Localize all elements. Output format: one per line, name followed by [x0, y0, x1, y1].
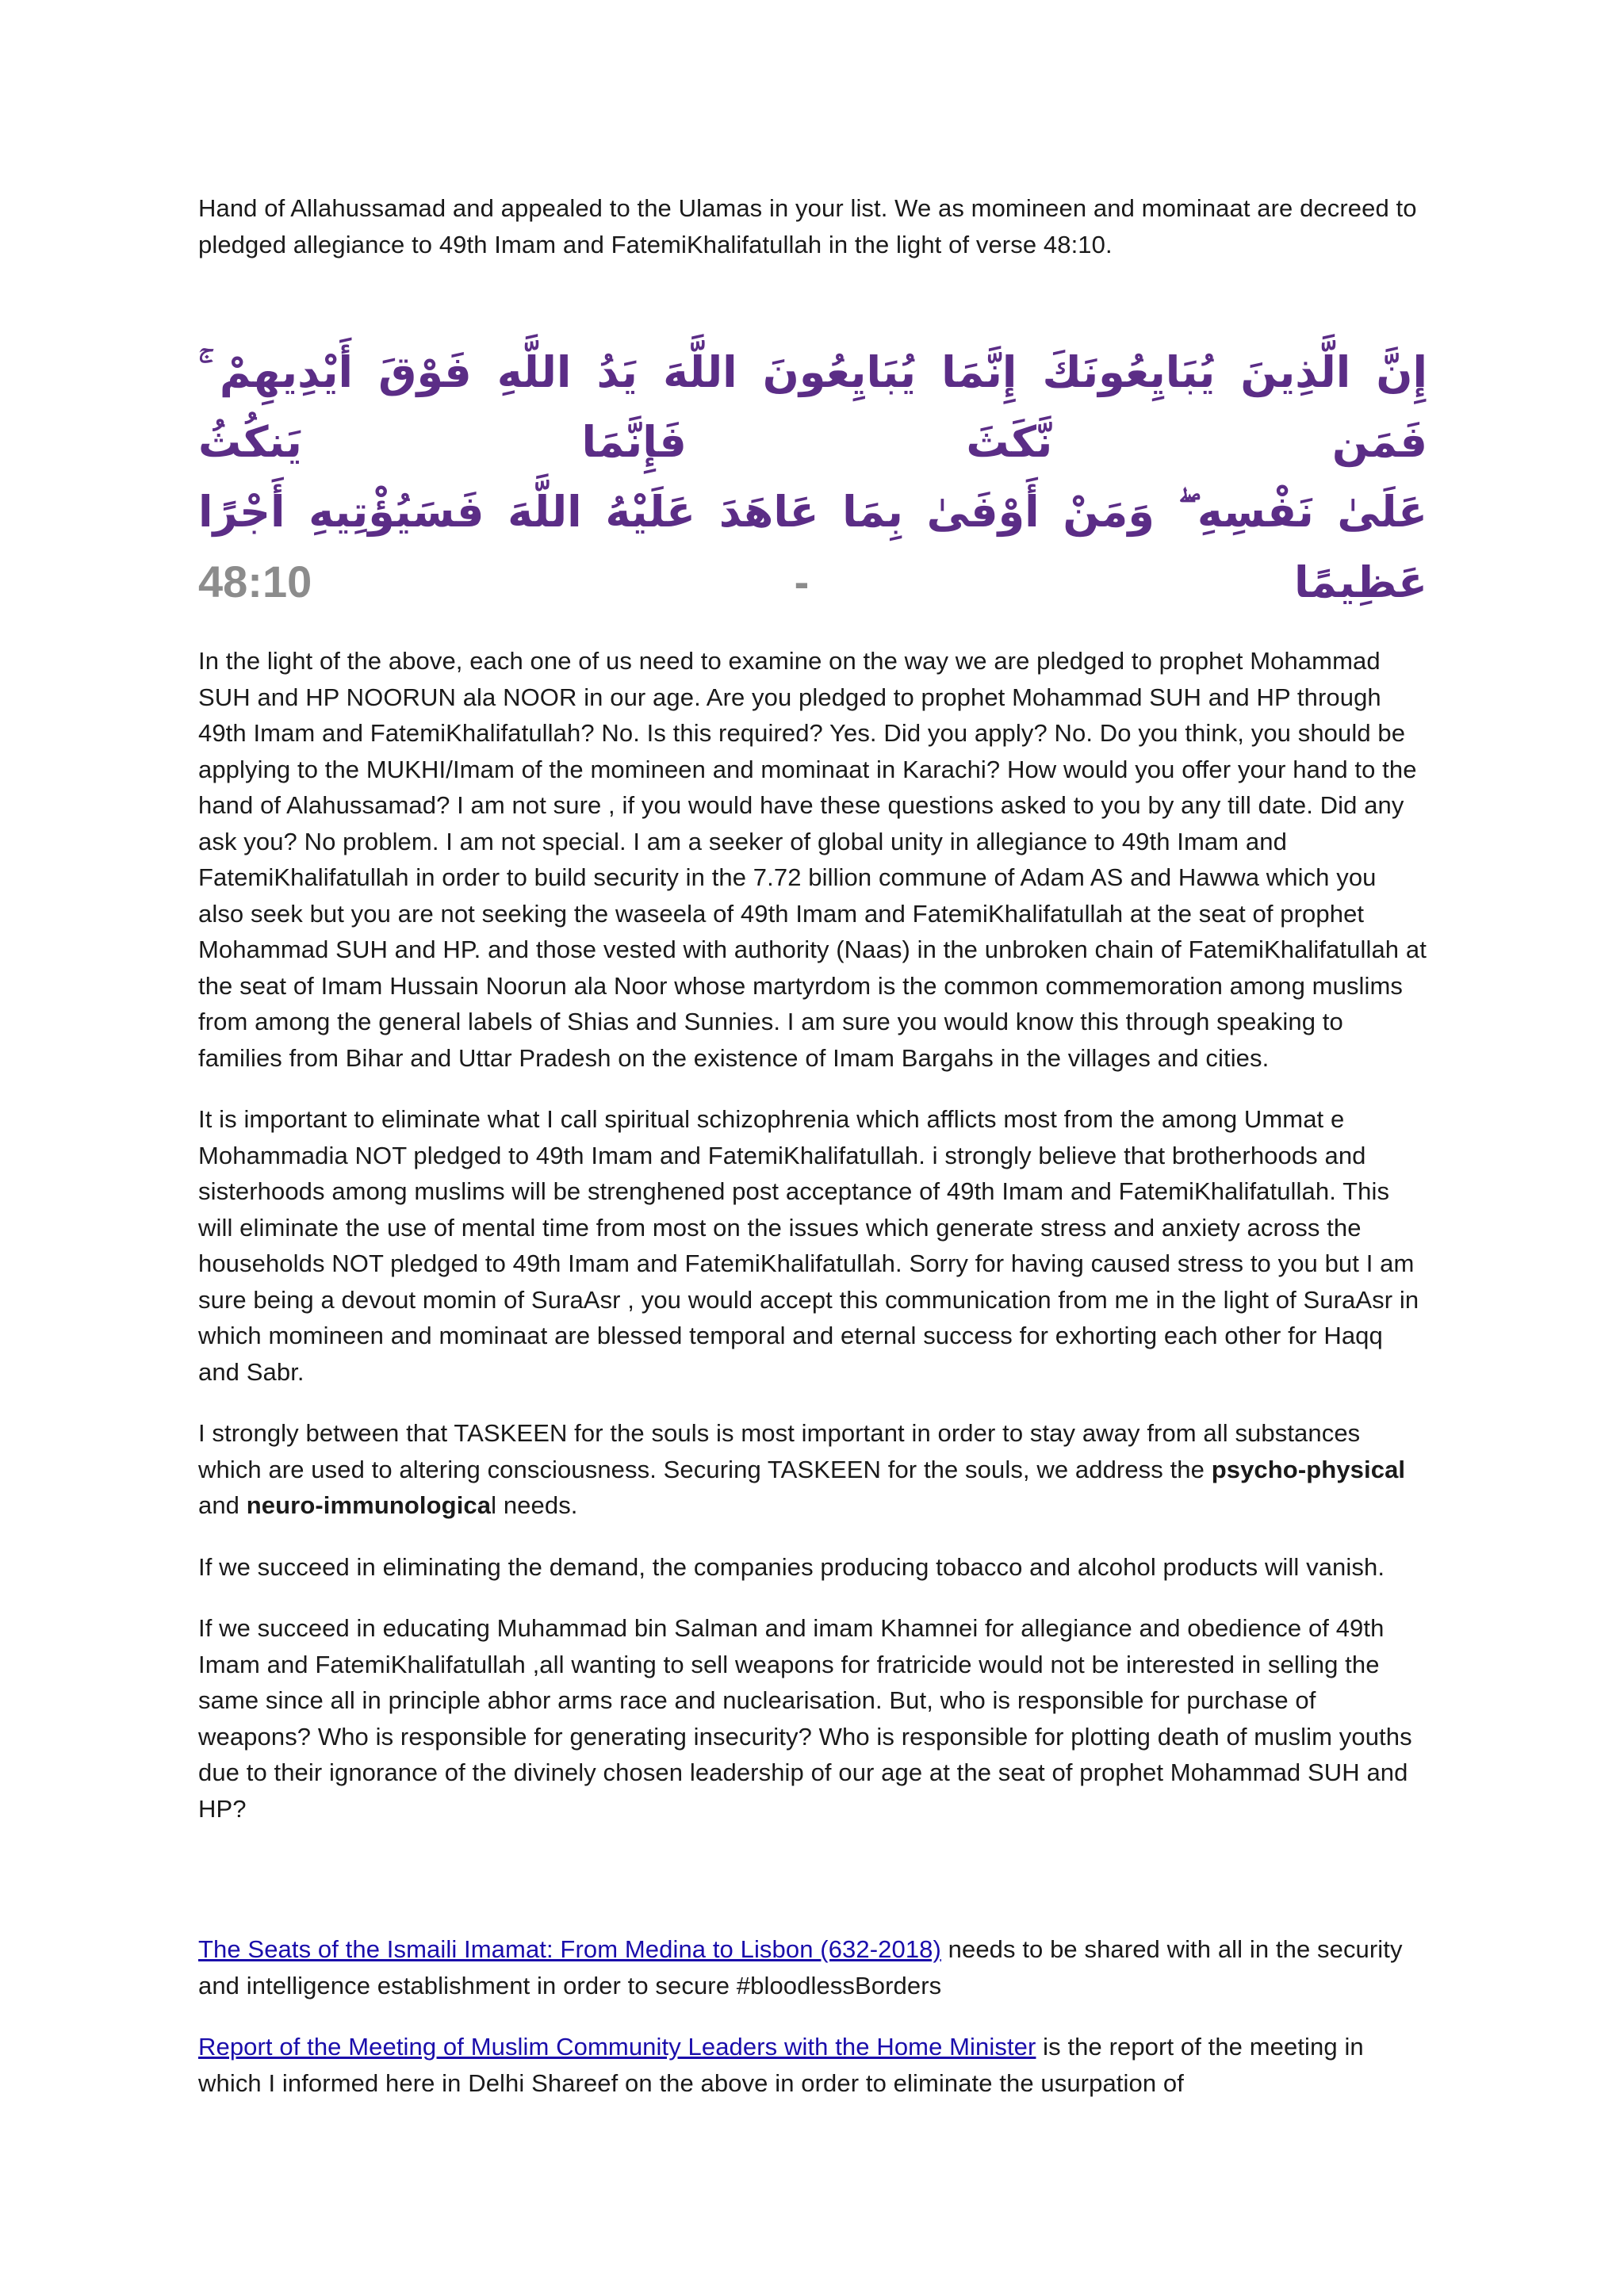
taskeen-text-end: l needs.	[491, 1491, 578, 1519]
seats-link-trailing-text: needs to be shared with all in the security and intelligence establishment in order to secure #bloodlessBorders	[198, 1935, 1403, 1999]
paragraph-pledge: In the light of the above, each one of us need to examine on the way we are pledged to prophet Mohammad SUH and HP NOORUN ala NOOR in our age. Are you pledged to prophet Mohammad SUH and HP through 49th Imam and FatemiKhalifatullah? No. Is this required? Yes. Did you apply? No. Do you think, you should be applying to the MUKHI/Imam of the momineen and mominaat in Karachi? How would you offer your hand to the hand of Alahussamad? I am not sure , if you would have these questions asked to you by any till date. Did any ask you? No problem. I am not special. I am a seeker of global unity in allegiance to 49th Imam and FatemiKhalifatullah in order to build security in the 7.72 billion commune of Adam AS and Hawwa which you also seek but you are not seeking the waseela of 49th Imam and FatemiKhalifatullah at the seat of prophet Mohammad SUH and HP. and those vested with authority (Naas) in the unbroken chain of FatemiKhalifatullah at the seat of Imam Hussain Noorun ala Noor whose martyrdom is the common commemoration among muslims from among the general labels of Shias and Sunnies. I am sure you would know this through speaking to families from Bihar and Uttar Pradesh on the existence of Imam Bargahs in the villages and cities.	[198, 647, 1427, 1072]
paragraph-seats-link	[198, 1931, 1427, 2003]
intro-paragraph: Hand of Allahussamad and appealed to the Ulamas in your list. We as momineen and mominaat are decreed to pledged allegiance to 49th Imam and FatemiKhalifatullah in the light of verse 48:10.	[198, 194, 1417, 258]
verse-reference: 48:10 -	[198, 557, 810, 607]
verse-line-2-text: عَلَىٰ نَفْسِهِ ۖ وَمَنْ أَوْفَىٰ بِمَا عَاهَدَ عَلَيْهُ اللَّهَ فَسَيُؤْتِيهِ أَجْرًا عَظِيمًا	[198, 487, 1427, 607]
paragraph-weapons: If we succeed in educating Muhammad bin Salman and imam Khamnei for allegiance and obedience of 49th Imam and FatemiKhalifatullah ,all wanting to sell weapons for fratricide would not be interested in selling the same since all in principle abhor arms race and nuclearisation. But, who is responsible for purchase of weapons? Who is responsible for generating insecurity? Who is responsible for plotting death of muslim youths due to their ignorance of the divinely chosen leadership of our age at the seat of prophet Mohammad SUH and HP?	[198, 1614, 1412, 1823]
verse-line-2	[198, 477, 1427, 618]
link-report-meeting[interactable]: Report of the Meeting of Muslim Community Leaders with the Home Minister	[198, 2033, 1036, 2061]
quran-verse-block	[198, 338, 1427, 618]
taskeen-text-start: I strongly between that TASKEEN for the souls is most important in order to stay away from all substances which are used to altering consciousness. Securing TASKEEN for the souls, we address the	[198, 1419, 1361, 1483]
paragraph-schizophrenia: It is important to eliminate what I call spiritual schizophrenia which afflicts most from the among Ummat e Mohammadia NOT pledged to 49th Imam and FatemiKhalifatullah. i strongly believe that brotherhoods and sisterhoods among muslims will be strenghened post acceptance of 49th Imam and FatemiKhalifatullah. This will eliminate the use of mental time from most on the issues which generate stress and anxiety across the households NOT pledged to 49th Imam and FatemiKhalifatullah. Sorry for having caused stress to you but I am sure being a devout momin of SuraAsr , you would accept this communication from me in the light of SuraAsr in which momineen and mominaat are blessed temporal and eternal success for exhorting each other for Haqq and Sabr.	[198, 1105, 1419, 1386]
blank-spacer	[198, 1852, 1427, 1931]
paragraph-report-link	[198, 2029, 1427, 2101]
verse-line-1: إِنَّ الَّذِينَ يُبَايِعُونَكَ إِنَّمَا يُبَايِعُونَ اللَّهَ يَدُ اللَّهِ فَوْقَ أَيْدِيهِمْ ۚ فَمَن نَّكَثَ فَإِنَّمَا يَنكُثُ	[198, 347, 1427, 467]
paragraph-taskeen	[198, 1415, 1427, 1524]
bold-psycho-physical: psycho-physical	[1211, 1455, 1406, 1483]
taskeen-text-and: and	[198, 1491, 247, 1519]
paragraph-demand: If we succeed in eliminating the demand, the companies producing tobacco and alcohol products will vanish.	[198, 1552, 1385, 1581]
bold-neuro-immunological: neuro-immunologica	[246, 1491, 492, 1519]
link-seats-ismaili-imamat[interactable]: The Seats of the Ismaili Imamat: From Medina to Lisbon (632-2018)	[198, 1935, 941, 1963]
document-page	[198, 190, 1427, 2126]
report-link-trailing-text: is the report of the meeting in which I informed here in Delhi Shareef on the above in order to eliminate the usurpation of	[198, 2033, 1364, 2097]
